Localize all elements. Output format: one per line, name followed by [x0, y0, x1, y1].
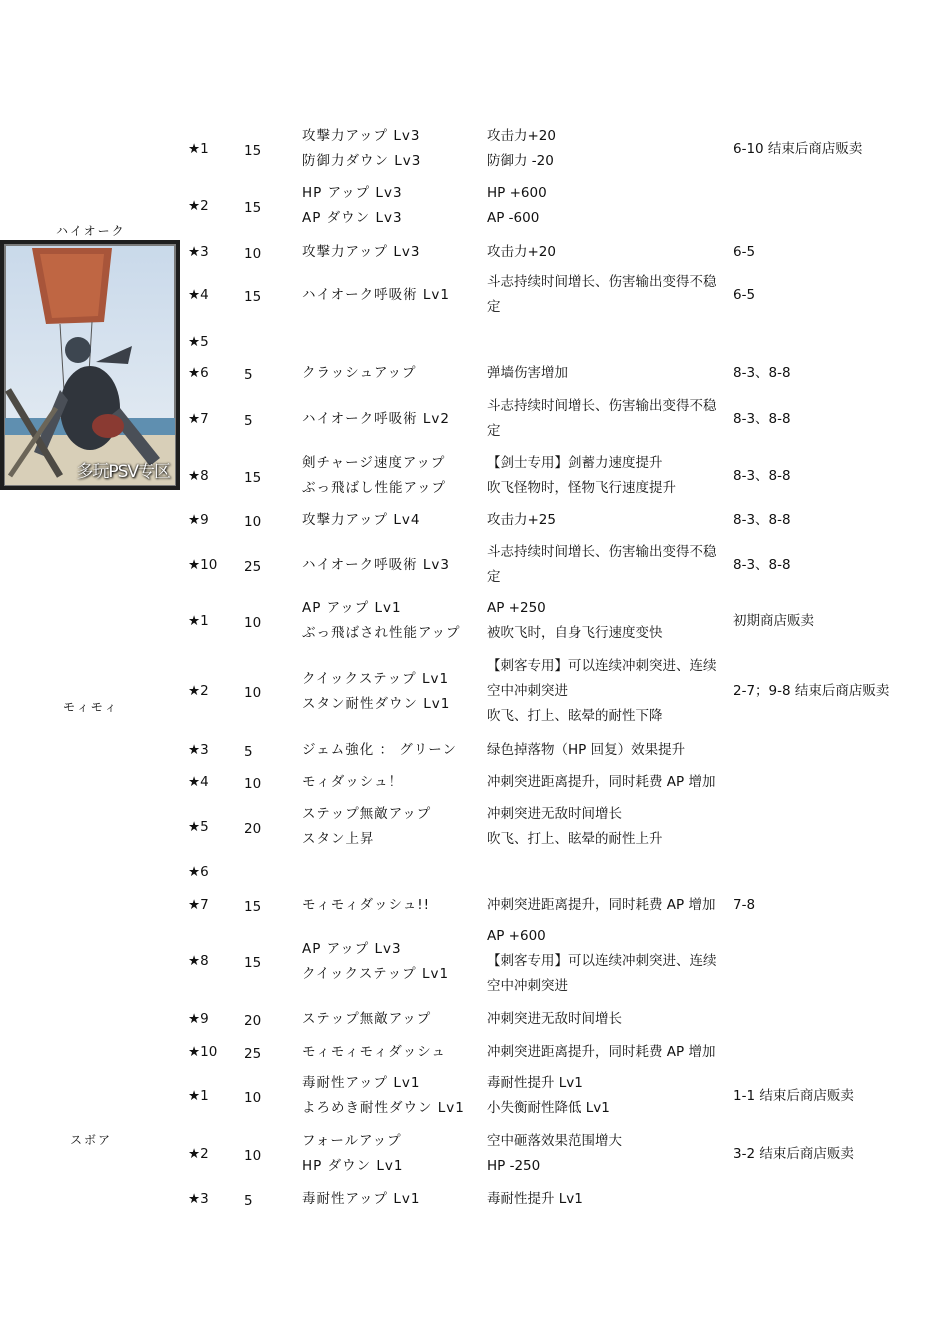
- skill-cost: 20: [244, 820, 262, 837]
- star-rank: ★2: [188, 683, 209, 699]
- skill-effect: 冲刺突进无敌时间增长: [487, 1011, 622, 1027]
- obtain-location: 6-10 结束后商店贩卖: [733, 140, 863, 157]
- skill-name: ぶっ飛ばされ性能アップ: [302, 625, 461, 641]
- skill-name: ハイオーク呼吸術 Lv1: [302, 286, 450, 303]
- skill-name: HP ダウン Lv1: [302, 1158, 404, 1174]
- skill-effect: 【刺客专用】可以连续冲刺突进、连续: [487, 658, 717, 674]
- skill-effect: 吹飞、打上、眩晕的耐性下降: [487, 708, 663, 724]
- obtain-location: 1-1 结束后商店贩卖: [733, 1087, 854, 1104]
- obtain-location: 6-5: [733, 244, 756, 260]
- star-rank: ★1: [188, 140, 209, 157]
- skill-effect: 攻击力+25: [487, 512, 556, 528]
- skill-effect: 攻击力+20: [487, 244, 556, 260]
- skill-effect: 空中冲刺突进: [487, 683, 568, 699]
- skill-name: スタン上昇: [302, 831, 375, 847]
- star-rank: ★7: [188, 897, 209, 913]
- skill-cost: 15: [244, 469, 262, 486]
- skill-name: HP アップ Lv3: [302, 185, 403, 201]
- skill-effect: 定: [487, 299, 501, 315]
- skill-effect: 吹飞怪物时，怪物飞行速度提升: [487, 480, 676, 496]
- star-rank: ★7: [188, 410, 209, 427]
- obtain-location: 3-2 结束后商店贩卖: [733, 1145, 854, 1162]
- star-rank: ★8: [188, 467, 209, 484]
- skill-cost: 15: [244, 199, 262, 216]
- star-rank: ★5: [188, 334, 209, 350]
- skill-cost: 10: [244, 614, 262, 631]
- skill-name: よろめき耐性ダウン Lv1: [302, 1100, 465, 1116]
- skill-effect: 弹墙伤害增加: [487, 365, 568, 381]
- watermark-logo: 多玩PSV专区: [76, 462, 170, 482]
- skill-effect: 防御力 -20: [487, 153, 554, 169]
- skill-effect: 定: [487, 569, 501, 585]
- skill-effect: 冲刺突进无敌时间增长: [487, 806, 622, 822]
- star-rank: ★3: [188, 1191, 209, 1207]
- skill-cost: 10: [244, 246, 262, 262]
- skill-cost: 15: [244, 288, 262, 305]
- skill-effect: 斗志持续时间增长、伤害输出变得不稳: [487, 274, 717, 290]
- obtain-location: 8-3、8-8: [733, 512, 791, 528]
- skill-effect: HP +600: [487, 185, 547, 201]
- skill-name: ハイオーク呼吸術 Lv3: [302, 556, 450, 573]
- skill-effect: 定: [487, 423, 501, 439]
- skill-cost: 5: [244, 367, 253, 383]
- skill-name: モィダッシュ！: [302, 774, 403, 790]
- skill-effect: 吹飞、打上、眩晕的耐性上升: [487, 831, 663, 847]
- skill-effect: 冲刺突进距离提升，同时耗费 AP 增加: [487, 897, 716, 913]
- skill-effect: 冲刺突进距离提升，同时耗费 AP 增加: [487, 774, 716, 790]
- skill-cost: 10: [244, 776, 262, 792]
- skill-cost: 5: [244, 1193, 253, 1209]
- skill-cost: 25: [244, 1046, 262, 1062]
- skill-name: 攻撃力アップ Lv3: [302, 244, 421, 260]
- skill-cost: 15: [244, 899, 262, 915]
- skill-cost: 10: [244, 685, 262, 701]
- skill-effect: AP +250: [487, 600, 546, 616]
- star-rank: ★9: [188, 1011, 209, 1027]
- skill-cost: 10: [244, 1147, 262, 1164]
- skill-cost: 15: [244, 955, 262, 971]
- star-rank: ★3: [188, 244, 209, 260]
- skill-name: クラッシュアップ: [302, 365, 417, 381]
- obtain-location: 6-5: [733, 286, 756, 303]
- skill-name: ジェム強化 ： グリーン: [302, 742, 458, 758]
- skill-cost: 25: [244, 558, 262, 575]
- skill-effect: HP -250: [487, 1158, 541, 1174]
- star-rank: ★8: [188, 953, 209, 969]
- skill-effect: AP +600: [487, 928, 546, 944]
- skill-name: クイックステップ Lv1: [302, 670, 450, 687]
- star-rank: ★1: [188, 1087, 209, 1104]
- star-rank: ★9: [188, 512, 209, 528]
- obtain-location: 8-3、8-8: [733, 556, 791, 573]
- skill-name: ステップ無敵アップ: [302, 1011, 432, 1027]
- star-rank: ★6: [188, 365, 209, 381]
- obtain-location: 8-3、8-8: [733, 365, 791, 381]
- character-name-label: モィモィ: [63, 700, 119, 714]
- skill-effect: 空中砸落效果范围增大: [487, 1133, 622, 1149]
- skill-effect: 【剑士专用】剑蓄力速度提升: [487, 455, 663, 471]
- skill-effect: AP -600: [487, 210, 540, 226]
- skill-name: AP アップ Lv1: [302, 600, 402, 616]
- skill-name: 攻撃力アップ Lv4: [302, 512, 421, 528]
- skill-name: AP アップ Lv3: [302, 940, 402, 957]
- skill-name: 剣チャージ速度アップ: [302, 455, 446, 471]
- skill-effect: 毒耐性提升 Lv1: [487, 1075, 583, 1091]
- star-rank: ★1: [188, 612, 209, 629]
- star-rank: ★4: [188, 286, 209, 303]
- skill-name: モィモィモィダッシュ: [302, 1044, 446, 1060]
- skill-name: 防御力ダウン Lv3: [302, 153, 422, 169]
- skill-effect: 冲刺突进距离提升，同时耗费 AP 增加: [487, 1044, 716, 1060]
- obtain-location: 8-3、8-8: [733, 467, 791, 484]
- star-rank: ★4: [188, 774, 209, 790]
- star-rank: ★2: [188, 197, 209, 214]
- star-rank: ★10: [188, 556, 218, 573]
- skill-cost: 5: [244, 744, 253, 760]
- star-rank: ★10: [188, 1044, 218, 1060]
- skill-effect: 绿色掉落物（HP 回复）效果提升: [487, 742, 686, 758]
- obtain-location: 初期商店贩卖: [733, 612, 814, 629]
- skill-name: フォールアップ: [302, 1133, 402, 1149]
- skill-cost: 15: [244, 142, 262, 159]
- skill-effect: 【刺客专用】可以连续冲刺突进、连续: [487, 953, 717, 969]
- star-rank: ★3: [188, 742, 209, 758]
- obtain-location: 2-7；9-8 结束后商店贩卖: [733, 683, 890, 699]
- star-rank: ★2: [188, 1145, 209, 1162]
- skill-name: ステップ無敵アップ: [302, 806, 432, 822]
- skill-name: 毒耐性アップ Lv1: [302, 1191, 421, 1207]
- skill-cost: 10: [244, 1089, 262, 1106]
- character-portrait: [0, 240, 180, 490]
- skill-cost: 5: [244, 412, 253, 429]
- skill-name: 毒耐性アップ Lv1: [302, 1075, 421, 1091]
- skill-effect: 小失衡耐性降低 Lv1: [487, 1100, 610, 1116]
- character-name-label: ハイオーク: [56, 224, 126, 238]
- character-name-label: スボア: [70, 1133, 113, 1147]
- skill-effect: 被吹飞时，自身飞行速度变快: [487, 625, 663, 641]
- obtain-location: 7-8: [733, 897, 756, 913]
- skill-name: ハイオーク呼吸術 Lv2: [302, 410, 450, 427]
- skill-effect: 斗志持续时间增长、伤害输出变得不稳: [487, 544, 717, 560]
- skill-cost: 10: [244, 514, 262, 530]
- skill-name: クイックステップ Lv1: [302, 965, 450, 982]
- skill-effect: 攻击力+20: [487, 128, 556, 144]
- skill-effect: 空中冲刺突进: [487, 978, 568, 994]
- skill-name: ぶっ飛ばし性能アップ: [302, 480, 447, 496]
- skill-name: モィモィダッシュ!!: [302, 897, 431, 913]
- star-rank: ★6: [188, 864, 209, 880]
- skill-name: 攻撃力アップ Lv3: [302, 128, 421, 144]
- skill-effect: 斗志持续时间增长、伤害输出变得不稳: [487, 398, 717, 414]
- star-rank: ★5: [188, 818, 209, 835]
- skill-name: スタン耐性ダウン Lv1: [302, 695, 451, 712]
- skill-name: AP ダウン Lv3: [302, 210, 403, 226]
- skill-cost: 20: [244, 1013, 262, 1029]
- obtain-location: 8-3、8-8: [733, 410, 791, 427]
- skill-effect: 毒耐性提升 Lv1: [487, 1191, 583, 1207]
